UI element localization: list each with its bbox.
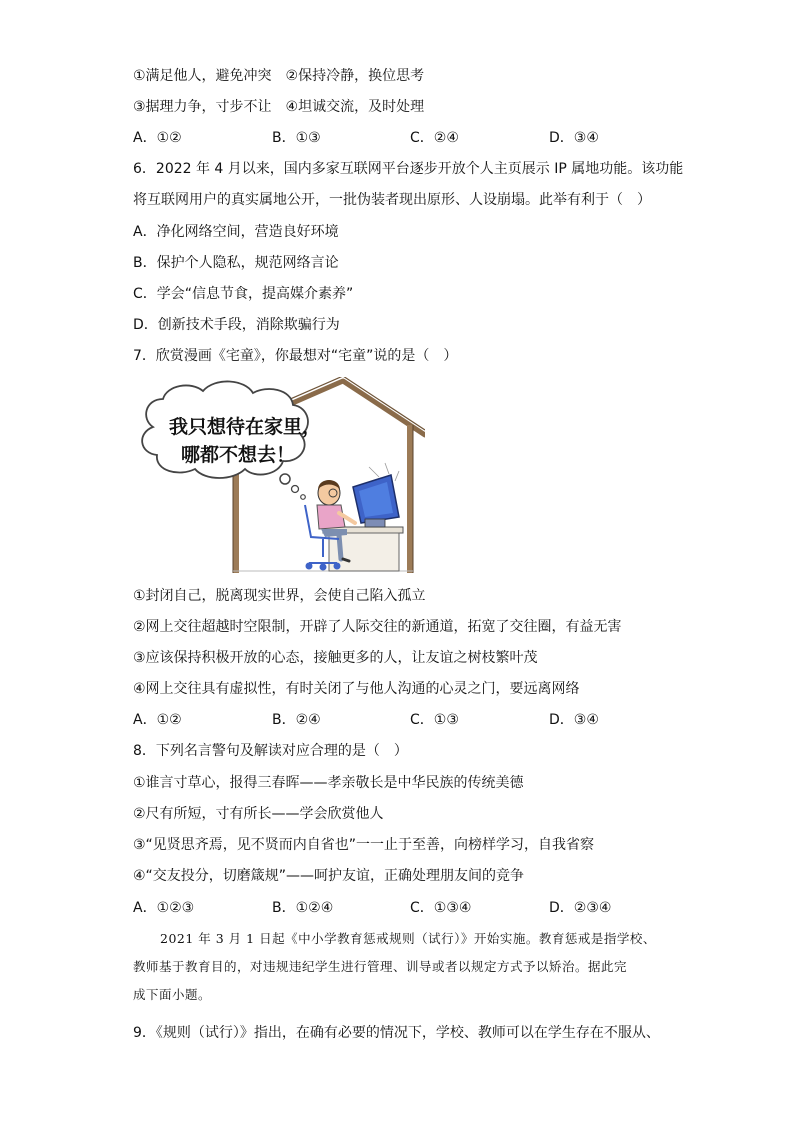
q6-stem-line1: 6．2022 年 4 月以来，国内多家互联网平台逐步开放个人主页展示 IP 属地功能。该功能	[133, 161, 684, 177]
q5-option-b: B．①③	[272, 130, 321, 146]
q8-option-b: B．①②④	[272, 900, 334, 916]
comic-image	[133, 377, 425, 573]
q8-statement-4: ④“交友投分，切磨箴规”——呵护友谊，正确处理朋友间的竞争	[133, 868, 525, 884]
computer-monitor	[353, 463, 399, 527]
q7-stem: 7．欣赏漫画《宅童》，你最想对“宅童”说的是（ ）	[133, 348, 458, 364]
q8-option-d: D．②③④	[549, 900, 612, 916]
q8-statement-3: ③“见贤思齐焉，见不贤而内自省也”一一止于至善，向榜样学习，自我省察	[133, 837, 595, 853]
reading-material	[133, 925, 661, 1009]
q5-options	[133, 129, 653, 147]
q8-options	[133, 899, 653, 917]
q5-option-d: D．③④	[549, 130, 599, 146]
q7-statement-1: ①封闭自己，脱离现实世界，会使自己陷入孤立	[133, 588, 426, 604]
material-line1: 2021 年 3 月 1 日起《中小学教育惩戒规则（试行）》开始实施。教育惩戒是指学校、	[160, 931, 656, 946]
q8-statement-1: ①谁言寸草心，报得三春晖——孝亲敬长是中华民族的传统美德	[133, 775, 524, 791]
q7-option-b: B．②④	[272, 712, 321, 728]
material-line3: 成下面小题。	[133, 987, 212, 1002]
thought-bubble	[142, 381, 321, 499]
q8-option-c: C．①③④	[410, 900, 472, 916]
q7-option-c: C．①③	[410, 712, 459, 728]
q7-option-d: D．③④	[549, 712, 599, 728]
q6-option-c: C．学会“信息节食，提高媒介素养”	[133, 286, 354, 302]
material-line2: 教师基于教育目的，对违规违纪学生进行管理、训导或者以规定方式予以矫治。据此完	[133, 959, 628, 974]
q5-statements-row1: ①满足他人，避免冲突 ②保持冷静，换位思考	[133, 68, 425, 84]
q5-option-a: A．①②	[133, 130, 182, 146]
q9-stem: 9．《规则（试行）》指出，在确有必要的情况下，学校、教师可以在学生存在不服从、	[133, 1025, 660, 1041]
q8-stem: 8．下列名言警句及解读对应合理的是（ ）	[133, 743, 408, 759]
q5-option-c: C．②④	[410, 130, 459, 146]
q7-options	[133, 711, 653, 729]
bubble-line1: 我只想待在家里，	[169, 416, 322, 438]
q6-option-a: A．净化网络空间，营造良好环境	[133, 224, 339, 240]
q6-option-b: B．保护个人隐私，规范网络言论	[133, 255, 339, 271]
q8-statement-2: ②尺有所短，寸有所长——学会欣赏他人	[133, 806, 384, 822]
q7-statement-3: ③应该保持积极开放的心态，接触更多的人，让友谊之树枝繁叶茂	[133, 650, 538, 666]
bubble-line2: 哪都不想去！	[181, 444, 296, 466]
q6-option-d: D．创新技术手段，消除欺骗行为	[133, 317, 340, 333]
q7-option-a: A．①②	[133, 712, 182, 728]
q8-option-a: A．①②③	[133, 900, 195, 916]
q5-statements-row2: ③据理力争，寸步不让 ④坦诚交流，及时处理	[133, 99, 425, 115]
q7-statement-2: ②网上交往超越时空限制，开辟了人际交往的新通道，拓宽了交往圈，有益无害	[133, 619, 622, 635]
q7-statement-4: ④网上交往具有虚拟性，有时关闭了与他人沟通的心灵之门，要远离网络	[133, 681, 580, 697]
q6-stem-line2: 将互联网用户的真实属地公开，一批伪装者现出原形、人设崩塌。此举有利于（ ）	[133, 192, 651, 208]
